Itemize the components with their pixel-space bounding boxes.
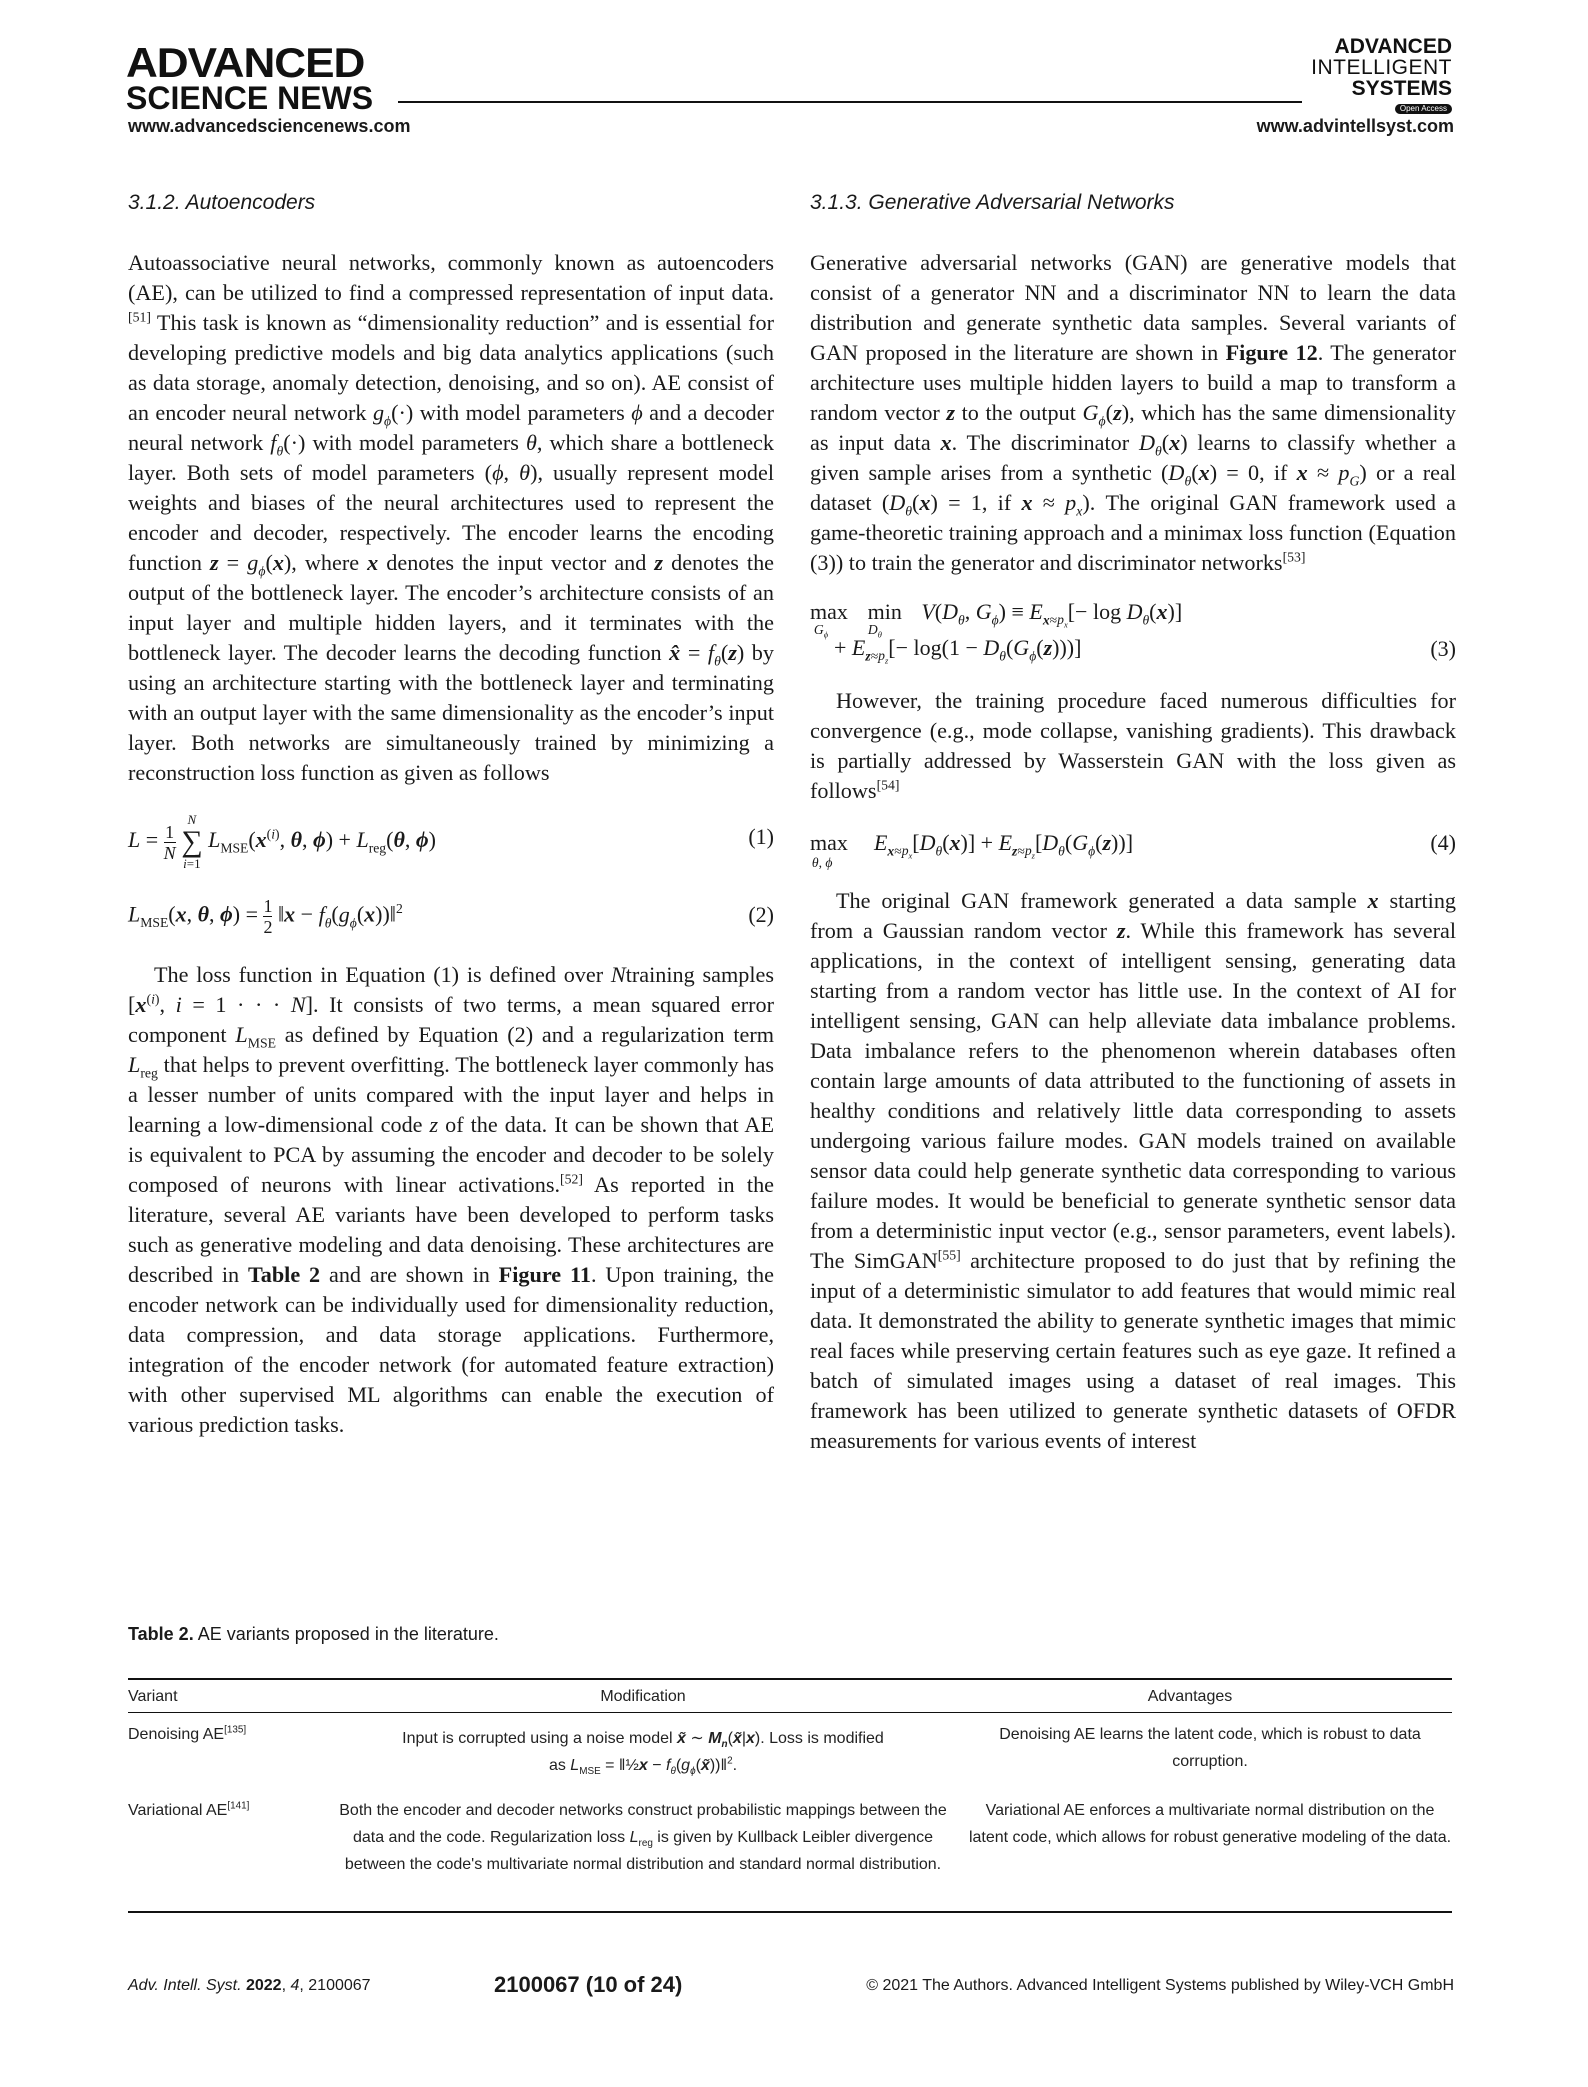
footer-volume: 4: [290, 1977, 300, 1994]
equation-3-number: (3): [1430, 636, 1456, 661]
logo-line-1: ADVANCED: [1334, 35, 1452, 58]
header-rule: [398, 101, 1302, 103]
table-bottom-rule: [128, 1911, 1452, 1913]
logo-line-2: SCIENCE NEWS: [126, 80, 374, 116]
header-advantages: Advantages: [1147, 1688, 1233, 1705]
table-header-row: [128, 1680, 1452, 1712]
paragraph-loss-function: The loss function in Equation (1) is defined over Ntraining samples [$x^{(i)}$, i = 1 · · · N]. It consists of two terms, a mean squared error component $L_{MSE}$ as defined by Equation (2) and a regularization term $L_{reg}$ that helps to prevent overfitting. The bottleneck layer commonly has a lesser number of units compared with the input layer and helps in learning a low-dimensional code z of the data. It can be shown that AE is equivalent to PCA by assuming the encoder and decoder to be solely composed of neurons with linear activations.[52] As reported in the literature, several AE variants have been developed to perform tasks such as generative modeling and data denoising. These architectures are described in Table 2 and are shown in Figure 11. Upon training, the encoder network can be individually used for dimensionality reduction, data compression, and data storage applications. Furthermore, integration of the encoder network (for automated feature extraction) with other supervised ML algorithms can enable the execution of various prediction tasks.: [128, 962, 775, 1437]
footer-citation: Adv. Intell. Syst. 2022, 4, 2100067: [128, 1977, 371, 1994]
advanced-intelligent-systems-logo: [1311, 36, 1452, 115]
table-caption: [128, 1624, 499, 1645]
cell-modification: Input is corrupted using a noise model x̃ ∼ $M_n(x̃|x)$. Loss is modified as $L_{MSE}$ = ‖½x − $f_\theta(g_\phi(x̃))‖^2$.: [402, 1730, 884, 1778]
journal-url-right[interactable]: www.advintellsyst.com: [1256, 116, 1454, 136]
footer-copyright: © 2021 The Authors. Advanced Intelligent Systems published by Wiley-VCH GmbH: [866, 1977, 1454, 1994]
footer-journal: Adv. Intell. Syst.: [128, 1977, 242, 1994]
variant-name: Variational AE: [128, 1802, 228, 1819]
advanced-science-news-logo: [126, 39, 374, 116]
section-title-gan: 3.1.3. Generative Adversarial Networks: [810, 191, 1175, 214]
logo-line-1: ADVANCED: [126, 39, 365, 86]
equation-3: $\max_{G_\phi} \min_{D_\theta} V(D_\theta$, $G_\phi) \equiv E_{x\approx p_x}[- \log D_\theta(x)]$ + $E_{z\approx p_z}[- \log(1 - D_\theta(G_\phi(z)))]$ (3): [810, 599, 1456, 667]
logo-line-2: INTELLIGENT: [1311, 56, 1452, 79]
ae-variants-table: [128, 1678, 1452, 1913]
header-modification: Modification: [600, 1688, 686, 1705]
cell-modification: Both the encoder and decoder networks construct probabilistic mappings between the data and the code. Regularization loss $L_{reg}$ is given by Kullback Leibler divergence between the code's multivariate normal distribution and standard normal distribution.: [339, 1802, 947, 1873]
table-row: [128, 1713, 1452, 1793]
cell-variant: [128, 1721, 338, 1793]
cell-variant: [128, 1797, 338, 1911]
equation-1: L = $\frac{1}{N}$ N ∑ i=1 $L_{MSE}(x^{(i)}$, θ, $\phi) + L_{reg}(\theta$, ϕ) (1): [128, 812, 774, 871]
table-caption-text: AE variants proposed in the literature.: [197, 1624, 499, 1644]
equation-1-number: (1): [748, 824, 774, 849]
equation-2: $L_{MSE}(x$, θ, ϕ) = $\frac{1}{2}$ ‖x − $f_\theta(g_\phi(x))‖^2$ (2): [128, 896, 774, 937]
variant-reference[interactable]: [141]: [227, 1800, 250, 1812]
table-caption-label: Table 2.: [128, 1624, 194, 1644]
paragraph-gan-difficulties: However, the training procedure faced numerous difficulties for convergence (e.g., mode collapse, vanishing gradients). This drawback is partially addressed by Wasserstein GAN with the loss given as follows[54]: [810, 688, 1456, 803]
open-access-badge: Open Access: [1395, 104, 1452, 114]
footer-year: 2022: [245, 1977, 282, 1994]
section-title-autoencoders: 3.1.2. Autoencoders: [128, 191, 316, 214]
variant-name: Denoising AE: [128, 1726, 225, 1743]
variant-reference[interactable]: [135]: [224, 1724, 247, 1736]
equation-2-number: (2): [748, 902, 774, 927]
left-column: [128, 188, 774, 1440]
equation-4: $\max_{\theta, \phi} E_{x\approx p_x}[D_\theta(x)] + E_{z\approx p_z}[D_\theta(G_\phi(z))]$ (4): [810, 830, 1456, 871]
paragraph-gan-applications: The original GAN framework generated a data sample x starting from a Gaussian random vector z. While this framework has several applications, in the context of intelligent sensing, generating data starting from a random vector has little use. In the context of AI for intelligent sensing, GAN can help alleviate data imbalance problems. Data imbalance refers to the phenomenon wherein databases often contain large amounts of data attributed to the functioning of assets in healthy conditions and relatively little data corresponding to assets undergoing various failure modes. GAN models trained on available sensor data could help generate synthetic data corresponding to various failure modes. It would be beneficial to generate synthetic sensor data from a deterministic input vector (e.g., sensor parameters, event labels). The SimGAN[55] architecture proposed to do just that by refining the input of a deterministic simulator to add features that would mimic real data. It demonstrated the ability to generate synthetic images that mimic real faces while preserving certain features such as eye gaze. It refined a batch of simulated images using a dataset of real images. This framework has been utilized to generate synthetic datasets of OFDR measurements for various events of interest: [810, 888, 1457, 1453]
modification-text-end: is given by Kullback Leibler divergence between the code's multivariate normal distribution and standard normal distribution.: [344, 1829, 942, 1873]
paragraph-autoencoders: Autoassociative neural networks, commonly known as autoencoders (AE), can be utilized to find a compressed representation of input data.[51] This task is known as “dimensionality reduction” and is essential for developing predictive models and big data analytics applications (such as data storage, anomaly detection, denoising, and so on). AE consist of an encoder neural network $g_\phi(\cdot)$ with model parameters ϕ and a decoder neural network $f_\theta(\cdot)$ with model parameters θ, which share a bottleneck layer. Both sets of model parameters (ϕ, θ), usually represent model weights and biases of the neural architectures used to represent the encoder and decoder, respectively. The encoder learns the encoding function $z = g_\phi(x)$, where x denotes the input vector and z denotes the output of the bottleneck layer. The encoder’s architecture consists of an input layer and multiple hidden layers, and it terminates with the bottleneck layer. The decoder learns the decoding function x̂ = $f_\theta(z)$ by using an architecture starting with the bottleneck layer and terminating with an output layer with the same dimensionality as the encoder’s input layer. Both networks are simultaneously trained by minimizing a reconstruction loss function as given as follows: [128, 250, 775, 785]
journal-url-left[interactable]: www.advancedsciencenews.com: [128, 116, 411, 136]
paragraph-gan-intro: Generative adversarial networks (GAN) are generative models that consist of a generator NN and a discriminator NN to learn the data distribution and generate synthetic data samples. Several variants of GAN proposed in the literature are shown in Figure 12. The generator architecture uses multiple hidden layers to build a map to transform a random vector z to the output $G_\phi(z)$, which has the same dimensionality as input data x. The discriminator $D_\theta(x)$ learns to classify whether a given sample arises from a synthetic ($D_\theta(x) = 0$, if $x \approx p_G$) or a real dataset ($D_\theta(x) = 1$, if $x \approx p_x$). The original GAN framework used a game-theoretic training approach and a minimax loss function (Equation (3)) to train the generator and discriminator networks[53]: [810, 250, 1456, 575]
footer-article: 2100067: [308, 1977, 371, 1994]
logo-line-3: SYSTEMS: [1351, 77, 1452, 100]
cell-advantages: Denoising AE learns the latent code, which is robust to data corruption.: [999, 1726, 1421, 1770]
cell-advantages: Variational AE enforces a multivariate normal distribution on the latent code, which allows for robust generative modeling of the data.: [968, 1802, 1452, 1846]
table-row: [128, 1793, 1452, 1911]
footer-page-number: 2100067 (10 of 24): [494, 1972, 683, 1997]
equation-4-number: (4): [1430, 830, 1456, 855]
modification-text: Both the encoder and decoder networks construct probabilistic mappings between the data and the code. Regularization loss: [339, 1802, 947, 1846]
right-column: [810, 188, 1456, 1456]
header-variant: Variant: [128, 1688, 178, 1705]
